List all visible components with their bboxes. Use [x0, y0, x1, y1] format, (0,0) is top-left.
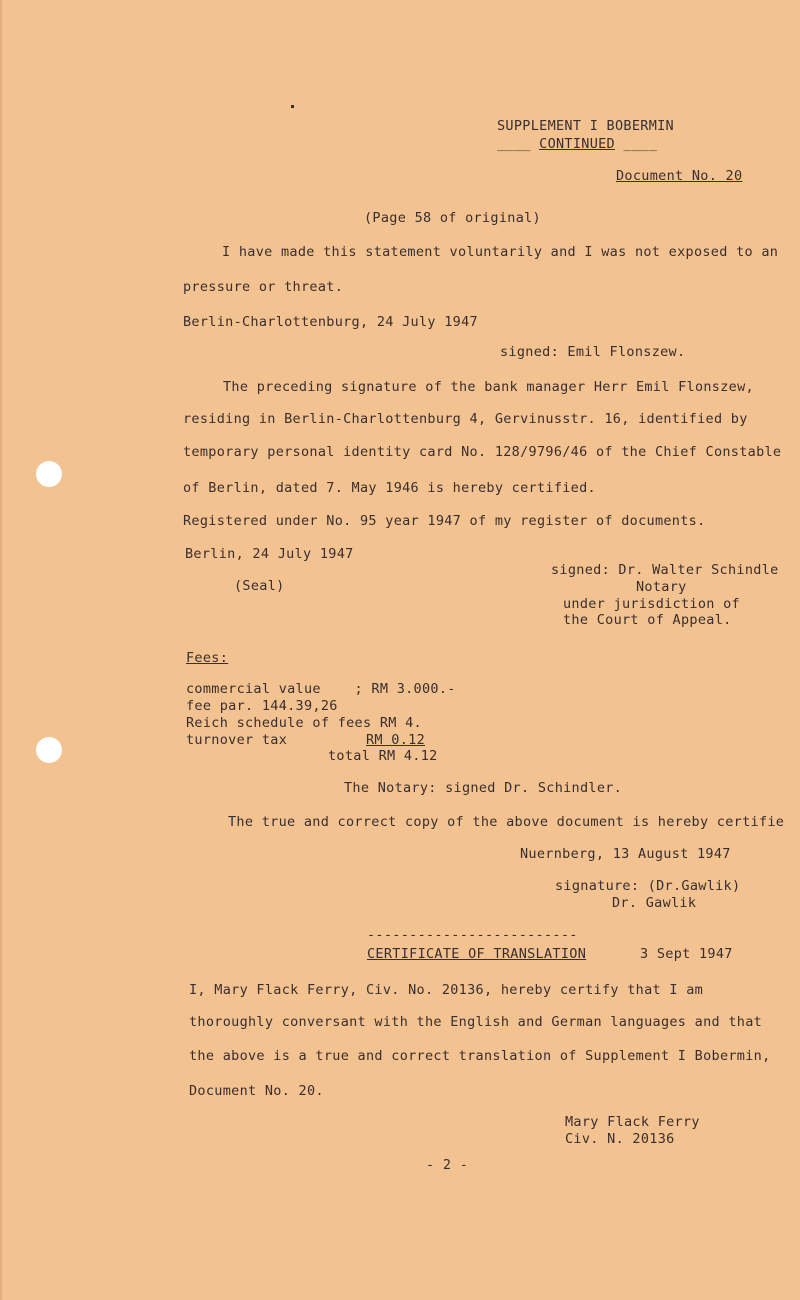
- punch-hole-lower: [36, 737, 62, 763]
- page-reference: (Page 58 of original): [364, 210, 541, 226]
- notary-court: the Court of Appeal.: [563, 612, 732, 628]
- certification-line-4: of Berlin, dated 7. May 1946 is hereby certified.: [183, 480, 596, 496]
- certification-line-1: The preceding signature of the bank manager Herr Emil Flonszew,: [223, 379, 754, 395]
- translation-date: 3 Sept 1947: [640, 946, 733, 962]
- ink-speck: [291, 105, 294, 108]
- certification-line-5: Registered under No. 95 year 1947 of my register of documents.: [183, 513, 706, 529]
- fees-heading: Fees:: [186, 650, 229, 666]
- statement-place-date: Berlin-Charlottenburg, 24 July 1947: [183, 314, 478, 330]
- document-number: Document No. 20: [616, 168, 743, 184]
- statement-line-2: pressure or threat.: [183, 279, 344, 295]
- copy-certification-line: The true and correct copy of the above document is hereby certifie: [228, 814, 785, 830]
- translation-line-2: thoroughly conversant with the English and German languages and that: [189, 1014, 763, 1030]
- fees-total: total RM 4.12: [328, 748, 438, 764]
- seal-label: (Seal): [234, 578, 285, 594]
- copy-certification-place-date: Nuernberg, 13 August 1947: [520, 846, 731, 862]
- notary-signature: signed: Dr. Walter Schindle: [551, 562, 779, 578]
- certification-line-3: temporary personal identity card No. 128/9796/46 of the Chief Constable: [183, 444, 782, 460]
- certification-place-date: Berlin, 24 July 1947: [185, 546, 354, 562]
- translation-line-4: Document No. 20.: [189, 1083, 324, 1099]
- notary-signed-line: The Notary: signed Dr. Schindler.: [344, 780, 623, 796]
- statement-line-1: I have made this statement voluntarily and I was not exposed to an: [222, 244, 779, 260]
- fees-row-schedule: Reich schedule of fees RM 4.: [186, 715, 422, 731]
- translation-separator: -------------------------: [367, 927, 578, 943]
- translation-heading: CERTIFICATE OF TRANSLATION: [367, 946, 587, 962]
- copy-certification-signer: Dr. Gawlik: [612, 895, 697, 911]
- translation-line-1: I, Mary Flack Ferry, Civ. No. 20136, hereby certify that I am: [189, 982, 704, 998]
- continued-label: ____ CONTINUED ____: [497, 136, 658, 152]
- statement-signature: signed: Emil Flonszew.: [500, 344, 686, 360]
- translation-line-3: the above is a true and correct translation of Supplement I Bobermin,: [189, 1048, 771, 1064]
- fees-row-turnover-value: RM 0.12: [366, 732, 425, 748]
- translator-name: Mary Flack Ferry: [565, 1114, 700, 1130]
- page-number: - 2 -: [426, 1157, 469, 1173]
- fees-row-commercial-value: commercial value ; RM 3.000.-: [186, 681, 456, 697]
- notary-title: Notary: [636, 579, 687, 595]
- supplement-title: SUPPLEMENT I BOBERMIN: [497, 118, 674, 134]
- notary-jurisdiction: under jurisdiction of: [563, 596, 740, 612]
- punch-hole-upper: [36, 461, 62, 487]
- fees-row-fee-par: fee par. 144.39,26: [186, 698, 338, 714]
- translator-civ-number: Civ. N. 20136: [565, 1131, 675, 1147]
- page-edge: [0, 0, 2, 1300]
- fees-row-turnover-label: turnover tax: [186, 732, 288, 748]
- continued-text: CONTINUED: [539, 136, 615, 152]
- copy-certification-signature: signature: (Dr.Gawlik): [555, 878, 741, 894]
- certification-line-2: residing in Berlin-Charlottenburg 4, Gervinusstr. 16, identified by: [183, 411, 748, 427]
